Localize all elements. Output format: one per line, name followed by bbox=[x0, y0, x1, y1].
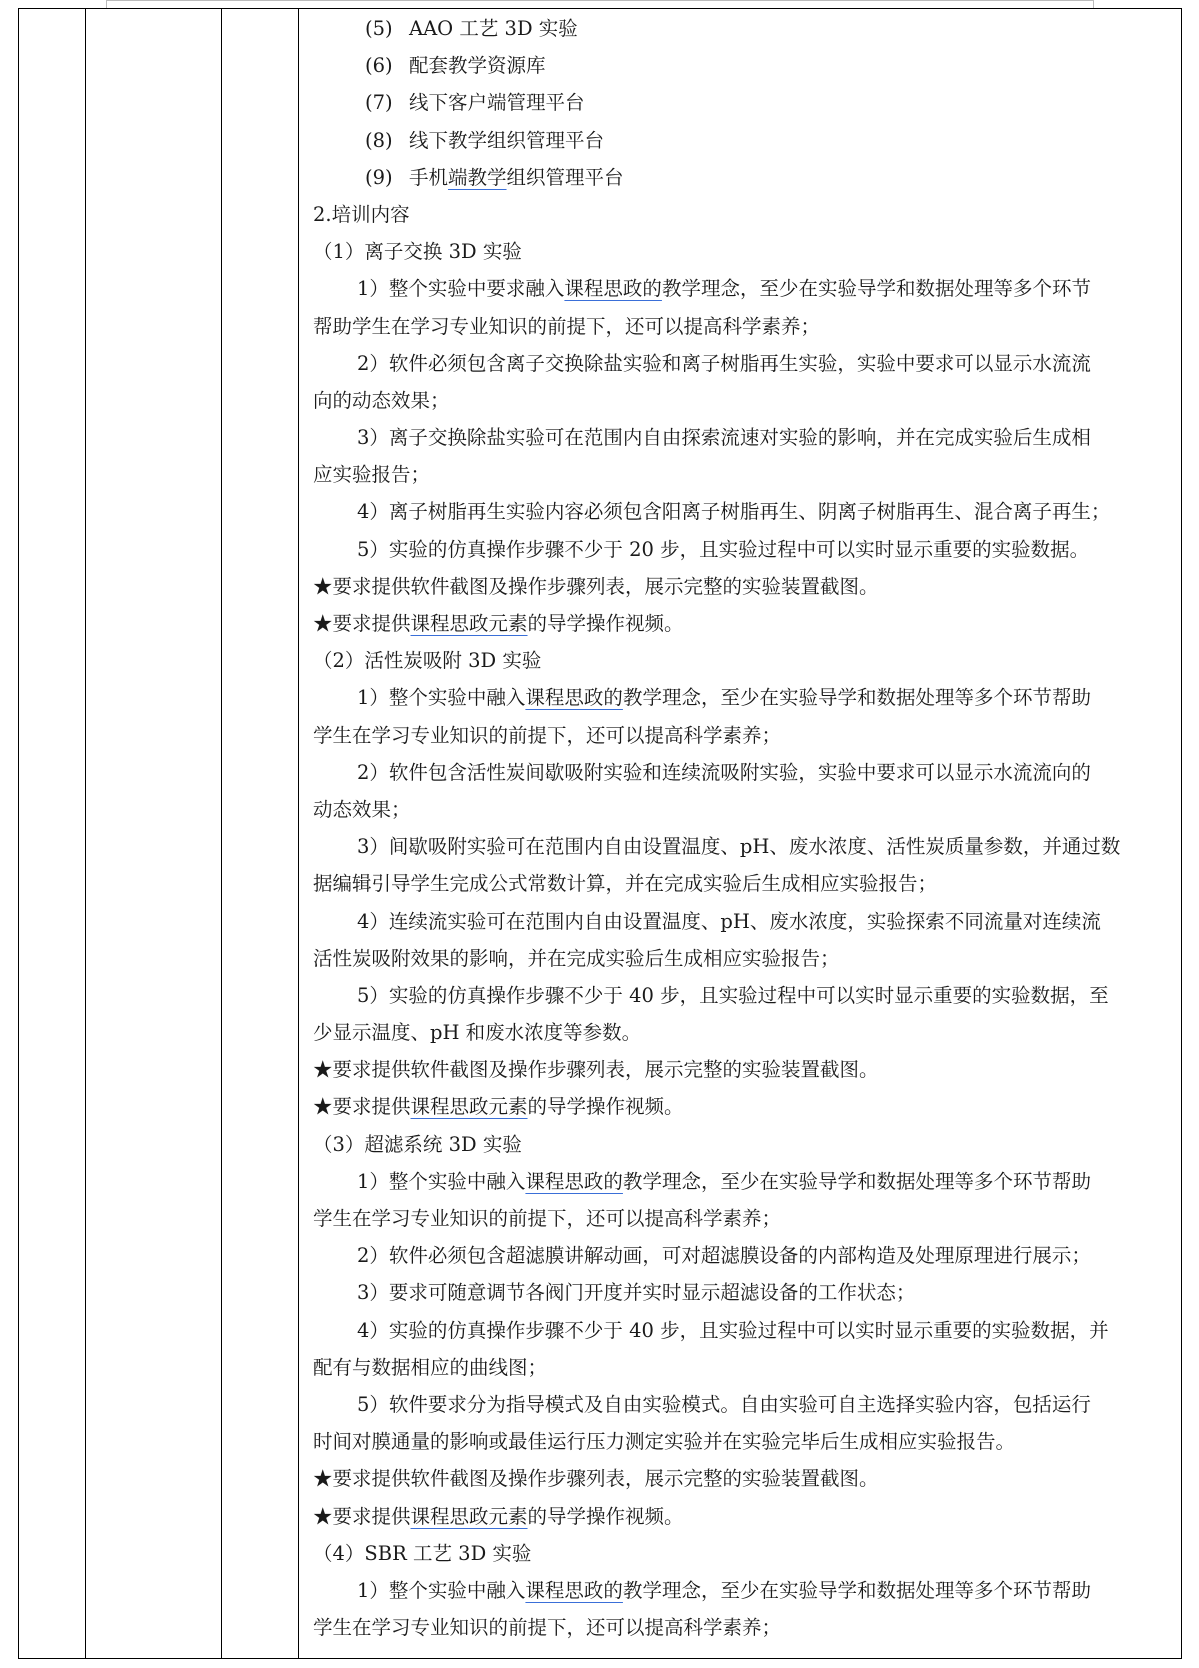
text-line: 2）软件必须包含超滤膜讲解动画，可对超滤膜设备的内部构造及处理原理进行展示； bbox=[357, 1244, 1091, 1268]
underlined-text: 端教学 bbox=[448, 165, 507, 189]
text-line: （3）超滤系统 3D 实验 bbox=[313, 1132, 522, 1156]
table-col-border-0 bbox=[18, 8, 19, 1659]
item-index: (6) bbox=[365, 54, 393, 78]
text-line: 3）要求可随意调节各阀门开度并实时显示超滤设备的工作状态； bbox=[357, 1281, 916, 1305]
text-line: 动态效果； bbox=[313, 797, 411, 821]
item-text: 线下教学组织管理平台 bbox=[409, 128, 605, 152]
line-text: 的导学操作视频。 bbox=[527, 1095, 684, 1119]
text-line: 学生在学习专业知识的前提下，还可以提高科学素养； bbox=[313, 723, 782, 747]
item-index: (5) bbox=[365, 17, 393, 40]
text-line: 2）软件包含活性炭间歇吸附实验和连续流吸附实验，实验中要求可以显示水流流向的 bbox=[357, 760, 1091, 784]
item-text: 配套教学资源库 bbox=[409, 54, 546, 78]
line-text: ★要求提供 bbox=[313, 612, 411, 635]
requirement-line bbox=[313, 1498, 1173, 1535]
requirement-line: ★要求提供软件截图及操作步骤列表，展示完整的实验装置截图。 bbox=[313, 1058, 879, 1082]
table-col-border-2 bbox=[221, 8, 222, 1659]
item-text: 手机 bbox=[409, 165, 449, 189]
requirement-line bbox=[313, 1088, 1173, 1125]
table-bottom-border bbox=[18, 1658, 1181, 1659]
requirement-line bbox=[313, 605, 1173, 642]
numbered-item bbox=[313, 47, 1173, 84]
text-line: （1）离子交换 3D 实验 bbox=[313, 240, 522, 264]
text-line: 据编辑引导学生完成公式常数计算，并在完成实验后生成相应实验报告； bbox=[313, 872, 938, 896]
text-line bbox=[313, 270, 1173, 307]
header-mark-right bbox=[1093, 0, 1094, 8]
line-text: ★要求提供 bbox=[313, 1095, 411, 1119]
text-line: 5）实验的仿真操作步骤不少于 40 步，且实验过程中可以实时显示重要的实验数据，至 bbox=[357, 983, 1109, 1007]
text-line: 时间对膜通量的影响或最佳运行压力测定实验并在实验完毕后生成相应实验报告。 bbox=[313, 1430, 1016, 1454]
text-line bbox=[313, 1163, 1173, 1200]
line-text: 1）整个实验中要求融入 bbox=[357, 277, 565, 301]
table-col-border-1 bbox=[85, 8, 86, 1659]
underlined-text: 课程思政的 bbox=[525, 1169, 623, 1193]
text-line: （2）活性炭吸附 3D 实验 bbox=[313, 649, 542, 673]
requirement-line: ★要求提供软件截图及操作步骤列表，展示完整的实验装置截图。 bbox=[313, 1467, 879, 1491]
numbered-item bbox=[313, 10, 1173, 47]
text-line: 活性炭吸附效果的影响，并在完成实验后生成相应实验报告； bbox=[313, 946, 840, 970]
text-line: 4）连续流实验可在范围内自由设置温度、pH、废水浓度，实验探索不同流量对连续流 bbox=[357, 909, 1101, 933]
text-line: 2）软件必须包含离子交换除盐实验和离子树脂再生实验，实验中要求可以显示水流流 bbox=[357, 351, 1091, 375]
numbered-item bbox=[313, 159, 1173, 196]
text-line: 学生在学习专业知识的前提下，还可以提高科学素养； bbox=[313, 1207, 782, 1230]
text-line: 5）实验的仿真操作步骤不少于 20 步，且实验过程中可以实时显示重要的实验数据。 bbox=[357, 537, 1090, 561]
text-line: 4）离子树脂再生实验内容必须包含阳离子树脂再生、阴离子树脂再生、混合离子再生； bbox=[357, 500, 1111, 524]
underlined-text: 课程思政元素 bbox=[410, 612, 528, 635]
underlined-text: 课程思政元素 bbox=[410, 1504, 528, 1528]
line-text: 1）整个实验中融入 bbox=[357, 686, 526, 710]
table-col-border-3 bbox=[298, 8, 299, 1659]
item-text: 线下客户端管理平台 bbox=[409, 91, 585, 115]
table-cell-content bbox=[313, 10, 1173, 1646]
underlined-text: 课程思政元素 bbox=[410, 1095, 528, 1119]
numbered-list bbox=[313, 10, 1173, 196]
text-line: 5）软件要求分为指导模式及自由实验模式。自由实验可自主选择实验内容，包括运行 bbox=[357, 1392, 1091, 1416]
text-line: 帮助学生在学习专业知识的前提下，还可以提高科学素养； bbox=[313, 314, 821, 338]
text-line: 3）离子交换除盐实验可在范围内自由探索流速对实验的影响，并在完成实验后生成相 bbox=[357, 426, 1091, 450]
item-text: AAO 工艺 3D 实验 bbox=[409, 17, 578, 40]
text-line: 向的动态效果； bbox=[313, 388, 450, 412]
underlined-text: 课程思政的 bbox=[564, 277, 662, 301]
item-index: (9) bbox=[365, 165, 393, 189]
text-line: （4）SBR 工艺 3D 实验 bbox=[313, 1541, 532, 1565]
header-mark-left bbox=[106, 0, 107, 8]
line-text: 1）整个实验中融入 bbox=[357, 1578, 526, 1602]
numbered-item bbox=[313, 122, 1173, 159]
item-index: (8) bbox=[365, 128, 393, 152]
text-line: 3）间歇吸附实验可在范围内自由设置温度、pH、废水浓度、活性炭质量参数，并通过数 bbox=[357, 835, 1121, 859]
section-title: 2.培训内容 bbox=[313, 202, 410, 226]
table-top-border bbox=[18, 8, 1181, 9]
numbered-item bbox=[313, 84, 1173, 121]
line-text: 教学理念，至少在实验导学和数据处理等多个环节帮助 bbox=[622, 1578, 1091, 1602]
text-line: 配有与数据相应的曲线图； bbox=[313, 1355, 548, 1379]
table-col-border-4 bbox=[1181, 8, 1182, 1659]
line-text: 1）整个实验中融入 bbox=[357, 1169, 526, 1193]
requirement-line: ★要求提供软件截图及操作步骤列表，展示完整的实验装置截图。 bbox=[313, 574, 879, 598]
underlined-text: 课程思政的 bbox=[525, 686, 623, 710]
text-line: 应实验报告； bbox=[313, 463, 431, 487]
line-text: 的导学操作视频。 bbox=[527, 612, 684, 635]
header-rule bbox=[106, 0, 1094, 1]
line-text: 教学理念，至少在实验导学和数据处理等多个环节帮助 bbox=[622, 686, 1091, 710]
item-index: (7) bbox=[365, 91, 393, 115]
line-text: 的导学操作视频。 bbox=[527, 1504, 684, 1528]
text-line bbox=[313, 679, 1173, 716]
line-text: ★要求提供 bbox=[313, 1504, 411, 1528]
item-text: 组织管理平台 bbox=[506, 165, 624, 189]
line-text: 教学理念，至少在实验导学和数据处理等多个环节 bbox=[661, 277, 1091, 301]
text-line: 少显示温度、pH 和废水浓度等参数。 bbox=[313, 1021, 642, 1045]
text-line bbox=[313, 1572, 1173, 1609]
underlined-text: 课程思政的 bbox=[525, 1578, 623, 1602]
text-line: 4）实验的仿真操作步骤不少于 40 步，且实验过程中可以实时显示重要的实验数据，并 bbox=[357, 1318, 1109, 1342]
body-text bbox=[313, 233, 1173, 1646]
text-line: 学生在学习专业知识的前提下，还可以提高科学素养； bbox=[313, 1616, 782, 1640]
line-text: 教学理念，至少在实验导学和数据处理等多个环节帮助 bbox=[622, 1169, 1091, 1193]
